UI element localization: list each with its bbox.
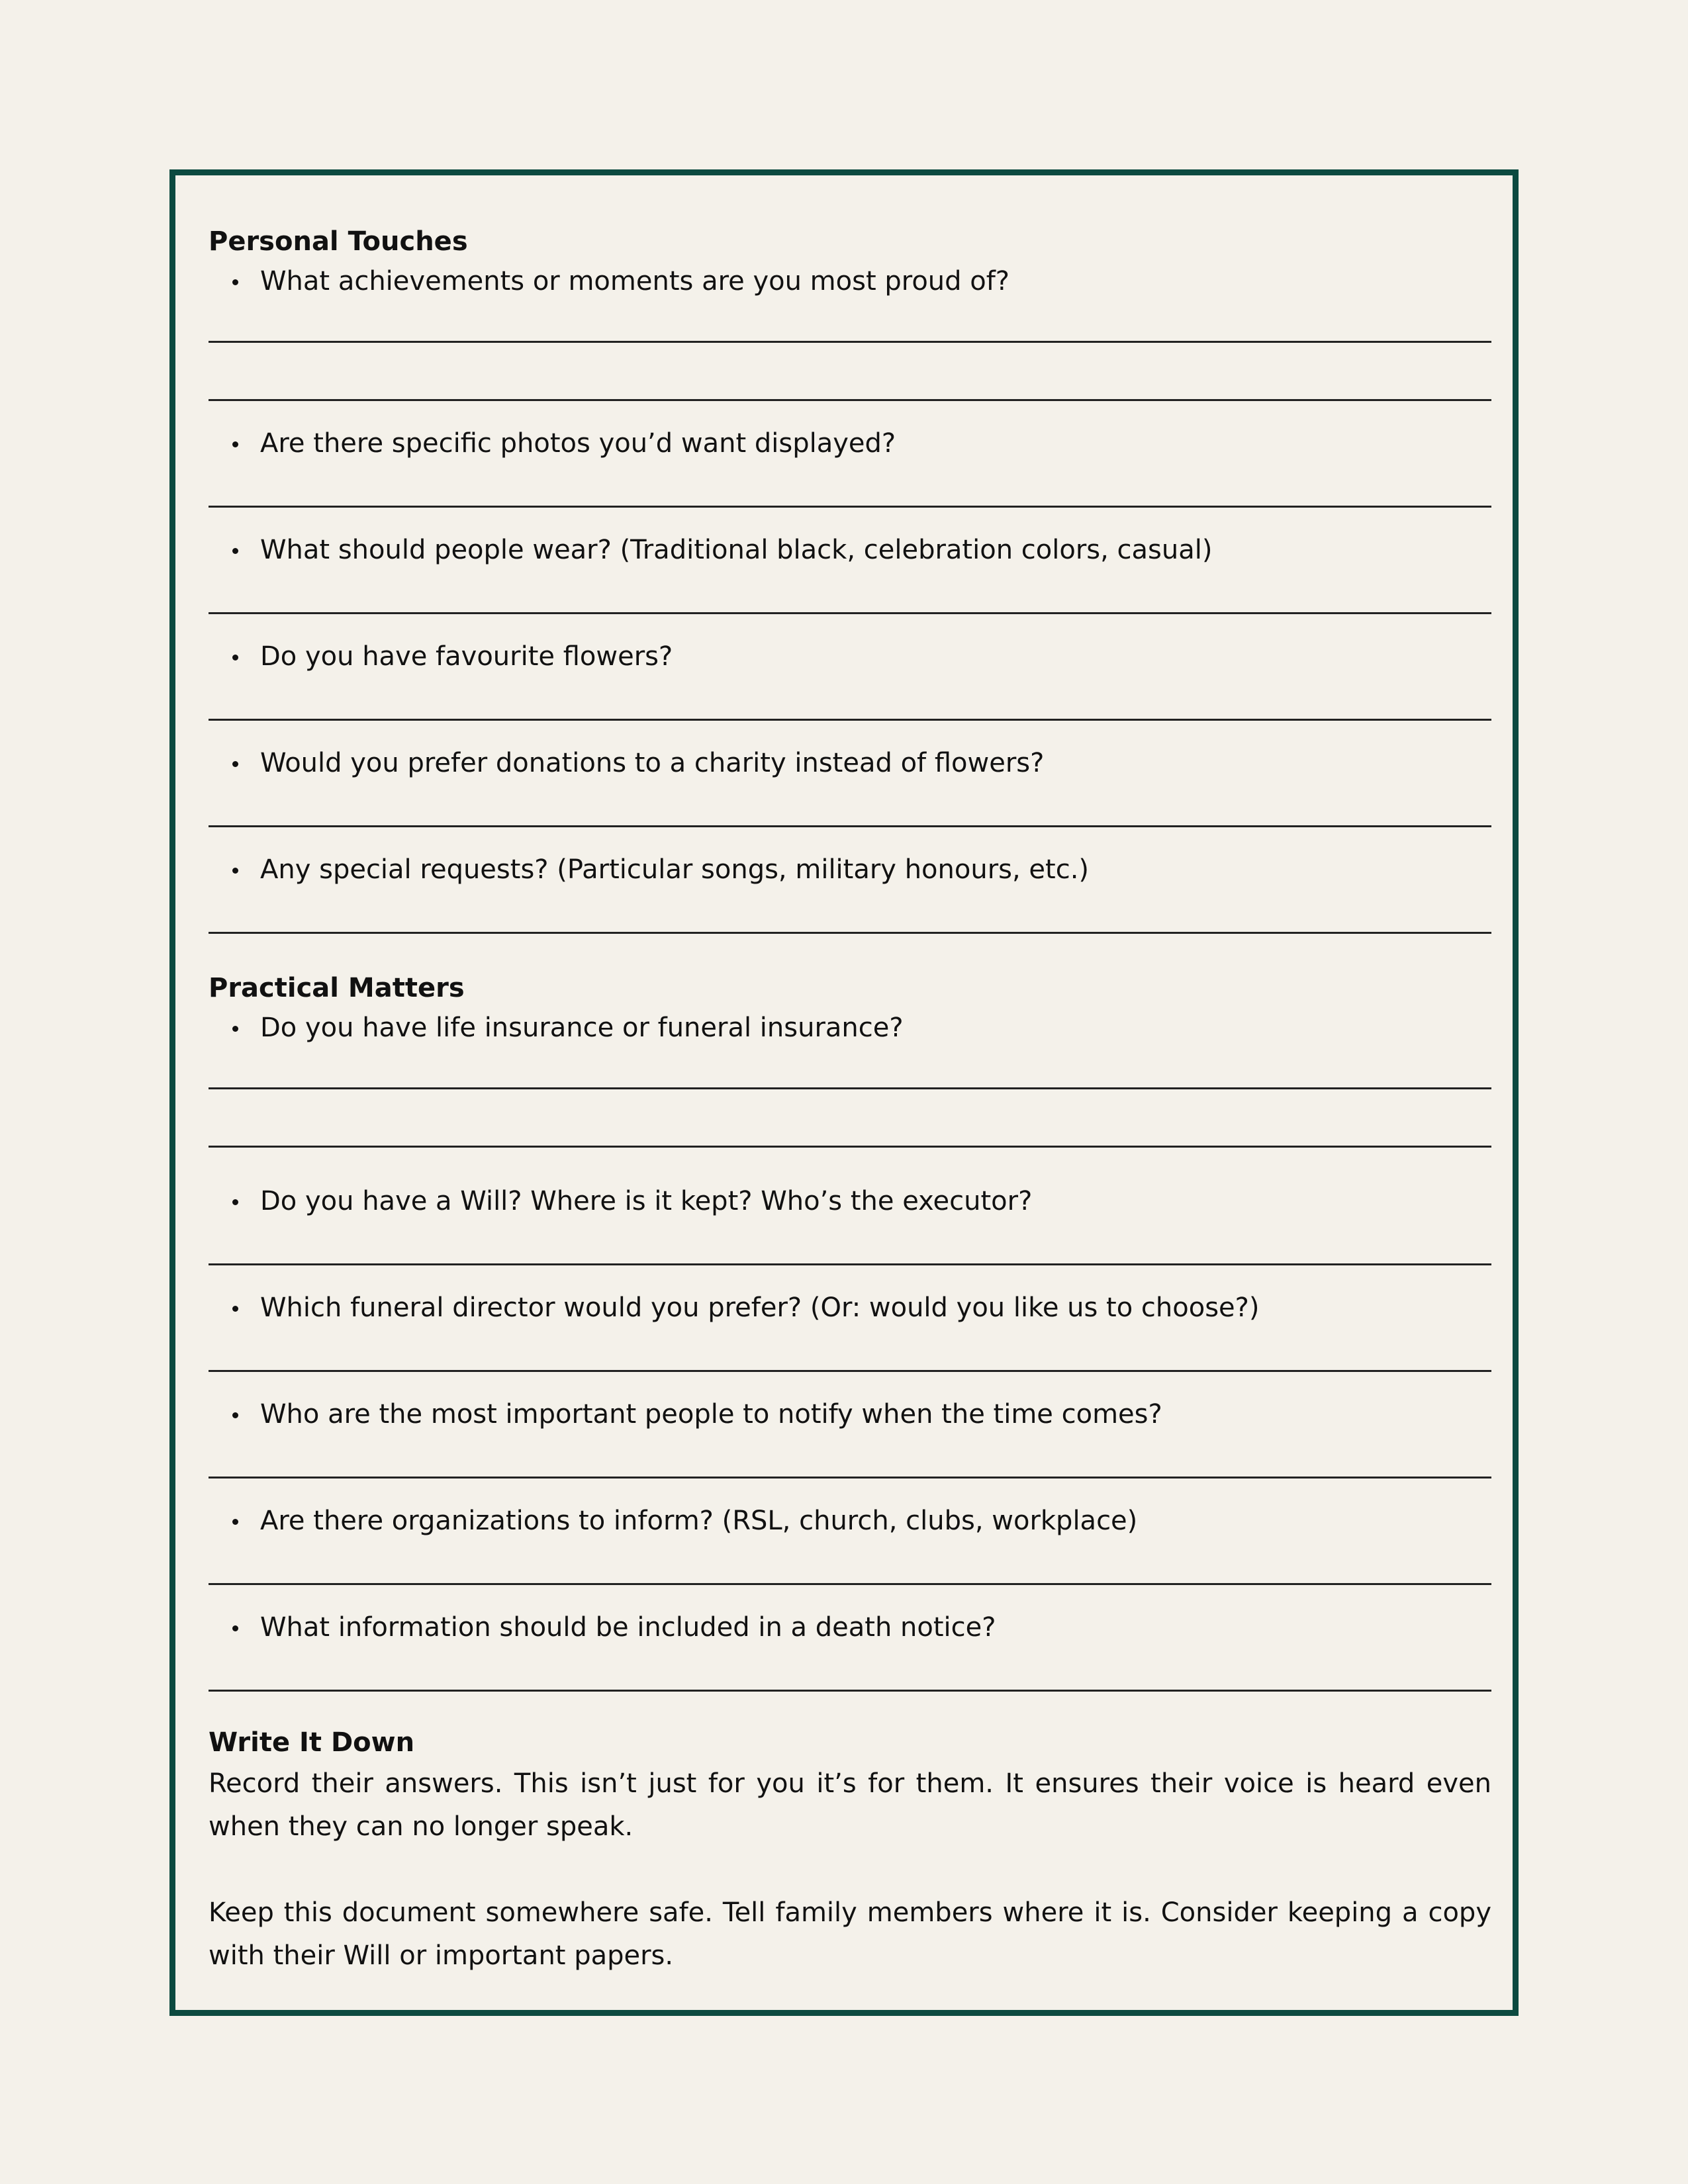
safekeeping-paragraph: Keep this document somewhere safe. Tell family members where it is. Consider keeping a copy with their Will or important papers. bbox=[209, 1897, 1491, 1971]
answer-line[interactable] bbox=[209, 1263, 1491, 1265]
worksheet-content bbox=[209, 222, 1491, 1978]
question-item: Do you have life insurance or funeral insurance? bbox=[209, 1008, 1491, 1048]
answer-line[interactable] bbox=[209, 932, 1491, 934]
answer-line[interactable] bbox=[209, 1146, 1491, 1148]
section-heading-personal-touches: Personal Touches bbox=[209, 226, 468, 257]
question-item: What information should be included in a death notice? bbox=[209, 1608, 1491, 1647]
answer-line[interactable] bbox=[209, 341, 1491, 343]
answer-line[interactable] bbox=[209, 719, 1491, 721]
worksheet-frame bbox=[169, 169, 1519, 2016]
question-item: Any special requests? (Particular songs, military honours, etc.) bbox=[209, 850, 1491, 889]
question-item: What should people wear? (Traditional black, celebration colors, casual) bbox=[209, 530, 1491, 570]
write-it-down-paragraph: Record their answers. This isn’t just for you it’s for them. It ensures their voice is heard even when they can no longer speak. bbox=[209, 1768, 1491, 1842]
question-item: Are there specific photos you’d want displayed? bbox=[209, 424, 1491, 463]
question-item: Who are the most important people to notify when the time comes? bbox=[209, 1394, 1491, 1434]
question-item: Which funeral director would you prefer? (Or: would you like us to choose?) bbox=[209, 1288, 1491, 1328]
question-item: What achievements or moments are you most proud of? bbox=[209, 261, 1491, 301]
answer-line[interactable] bbox=[209, 1690, 1491, 1692]
answer-line[interactable] bbox=[209, 1087, 1491, 1089]
answer-line[interactable] bbox=[209, 1583, 1491, 1585]
section-heading-practical-matters: Practical Matters bbox=[209, 973, 465, 1003]
answer-line[interactable] bbox=[209, 399, 1491, 401]
answer-line[interactable] bbox=[209, 1370, 1491, 1372]
section-heading-write-it-down: Write It Down bbox=[209, 1727, 415, 1758]
question-item: Are there organizations to inform? (RSL, church, clubs, workplace) bbox=[209, 1501, 1491, 1541]
answer-line[interactable] bbox=[209, 1477, 1491, 1479]
answer-line[interactable] bbox=[209, 506, 1491, 508]
question-item: Do you have favourite flowers? bbox=[209, 637, 1491, 676]
answer-line[interactable] bbox=[209, 612, 1491, 614]
question-item: Would you prefer donations to a charity instead of flowers? bbox=[209, 743, 1491, 783]
question-item: Do you have a Will? Where is it kept? Who’s the executor? bbox=[209, 1181, 1491, 1221]
answer-line[interactable] bbox=[209, 825, 1491, 827]
